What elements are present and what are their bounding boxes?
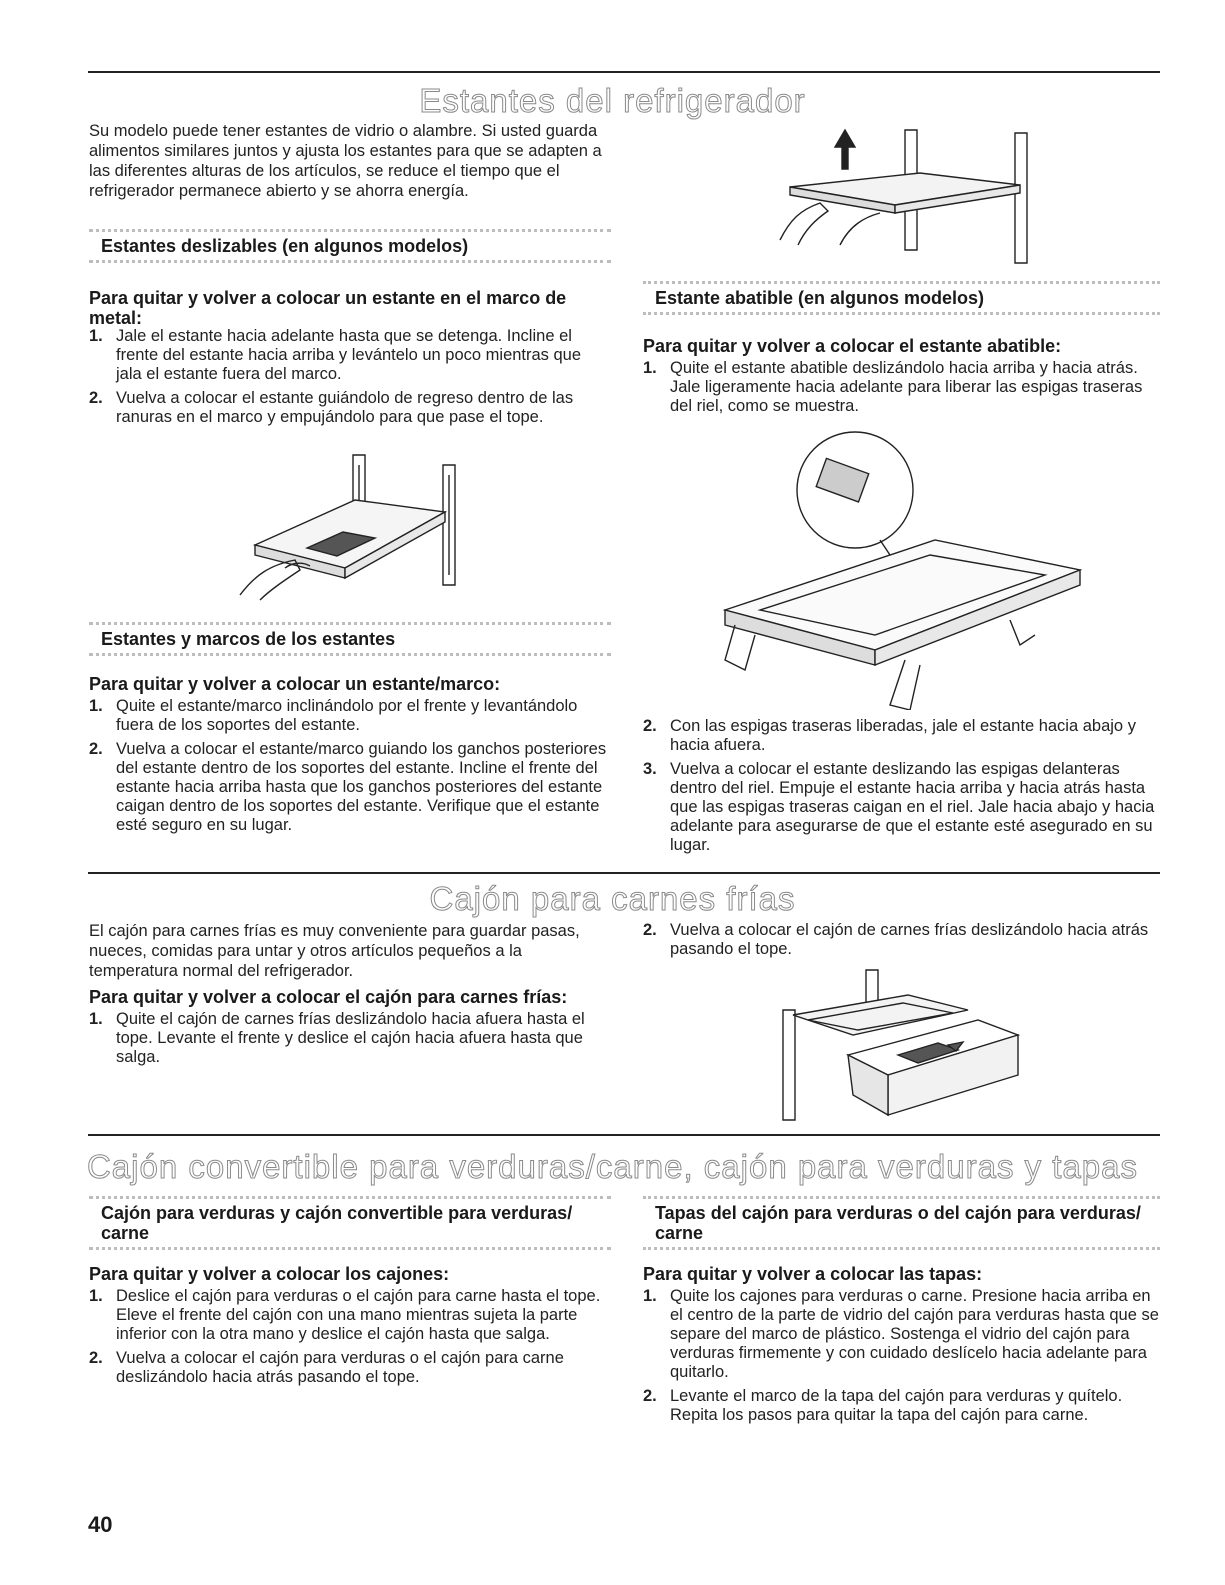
subhead-crisper-drawers: Cajón para verduras y cajón convertible para verduras/ carne bbox=[89, 1196, 611, 1250]
top-rule bbox=[88, 71, 1160, 73]
steps-deli-b bbox=[643, 921, 1160, 964]
list-item: 1. Quite el estante/marco inclinándolo por el frente y levantándolo fuera de los soportes del estante. bbox=[89, 697, 578, 734]
deli-drawer-illustration bbox=[778, 965, 1028, 1130]
subhead-swing-shelf: Estante abatible (en algunos modelos) bbox=[643, 281, 1160, 315]
swing-shelf-illustration bbox=[715, 420, 1100, 710]
list-item: 2. Vuelva a colocar el cajón para verduras o el cajón para carne deslizándolo hacia atrás pasando el tope. bbox=[89, 1349, 564, 1386]
subhead-crisper-covers: Tapas del cajón para verduras o del cajón para verduras/ carne bbox=[643, 1196, 1160, 1250]
procedure-frames: Para quitar y volver a colocar un estante/marco: bbox=[89, 674, 501, 694]
steps-frames bbox=[89, 697, 611, 840]
list-item: 1. Quite el cajón de carnes frías deslizándolo hacia afuera hasta el tope. Levante el frente y deslice el cajón hacia afuera hasta que salga. bbox=[89, 1010, 585, 1066]
subhead-sliding-shelves: Estantes deslizables (en algunos modelos) bbox=[89, 229, 611, 263]
list-item: 1. Quite el estante abatible deslizándolo hacia arriba y hacia atrás. Jale ligeramente hacia adelante para liberar las espigas traseras del riel, como se muestra. bbox=[643, 359, 1143, 415]
shelves-intro: Su modelo puede tener estantes de vidrio o alambre. Si usted guarda alimentos similares juntos y ajusta los estantes para que se adapten a las diferentes alturas de los artículos, se reduce el tiempo que el refrigerador permanece abierto y se ahorra energía. bbox=[89, 122, 602, 200]
steps-sliding bbox=[89, 327, 611, 432]
sliding-shelf-illustration bbox=[225, 440, 480, 610]
steps-swing-b bbox=[643, 717, 1160, 860]
procedure-swing: Para quitar y volver a colocar el estante abatible: bbox=[643, 336, 1062, 356]
list-item: 2. Vuelva a colocar el estante guiándolo de regreso dentro de las ranuras en el marco y empujándolo para que pase el tope. bbox=[89, 389, 574, 426]
section-title-deli: Cajón para carnes frías bbox=[429, 880, 796, 917]
steps-swing-a bbox=[643, 359, 1160, 421]
list-item: 2. Con las espigas traseras liberadas, jale el estante hacia abajo y hacia afuera. bbox=[643, 717, 1136, 754]
steps-deli-a bbox=[89, 1010, 611, 1072]
section-title-crispers: Cajón convertible para verduras/carne, cajón para verduras y tapas bbox=[86, 1148, 1139, 1185]
list-item: 1. Quite los cajones para verduras o carne. Presione hacia arriba en el centro de la parte de vidrio del cajón para verduras hasta que se separe del marco de plástico. Sostenga el vidrio del cajón para verduras firmemente y con cuidado deslícelo hacia adelante para quitarlo. bbox=[643, 1287, 1159, 1381]
list-item: 2. Levante el marco de la tapa del cajón para verduras y quítelo. Repita los pasos para quitar la tapa del cajón para carne. bbox=[643, 1387, 1123, 1424]
deli-intro: El cajón para carnes frías es muy conveniente para guardar pasas, nueces, comidas para untar y otros artículos pequeños a la temperatura normal del refrigerador. bbox=[89, 922, 580, 980]
steps-drawers bbox=[89, 1287, 611, 1392]
list-item: 2. Vuelva a colocar el cajón de carnes frías deslizándolo hacia atrás pasando el tope. bbox=[643, 921, 1149, 958]
procedure-deli: Para quitar y volver a colocar el cajón para carnes frías: bbox=[89, 987, 568, 1007]
steps-covers bbox=[643, 1287, 1160, 1430]
procedure-drawers: Para quitar y volver a colocar los cajones: bbox=[89, 1264, 450, 1284]
section-title-shelves: Estantes del refrigerador bbox=[419, 82, 806, 119]
rule-deli bbox=[88, 872, 1160, 874]
list-item: 1. Jale el estante hacia adelante hasta que se detenga. Incline el frente del estante hacia arriba y levántelo un poco mientras que jala el estante fuera del marco. bbox=[89, 327, 582, 383]
list-item: 3. Vuelva a colocar el estante deslizando las espigas delanteras dentro del riel. Empuje el estante hacia arriba y hacia atrás hasta que las espigas traseras caigan en el riel. Jale hacia abajo y hacia adelante para asegurarse de que el estante esté asegurado en su lugar. bbox=[643, 760, 1155, 854]
page-number: 40 bbox=[88, 1512, 113, 1537]
rule-crispers bbox=[88, 1134, 1160, 1136]
list-item: 1. Deslice el cajón para verduras o el cajón para carne hasta el tope. Eleve el frente del cajón con una mano mientras sujeta la parte inferior con la otra mano y deslice el cajón hasta que salga. bbox=[89, 1287, 601, 1343]
list-item: 2. Vuelva a colocar el estante/marco guiando los ganchos posteriores del estante dentro de los soportes del estante. Incline el frente del estante hacia arriba hasta que los ganchos posteriores del estante caigan dentro de los soportes del estante. Verifique que el estante esté seguro en su lugar. bbox=[89, 740, 607, 834]
procedure-covers: Para quitar y volver a colocar las tapas: bbox=[643, 1264, 983, 1284]
procedure-sliding: Para quitar y volver a colocar un estante en el marco de metal: bbox=[89, 288, 567, 328]
subhead-shelves-frames: Estantes y marcos de los estantes bbox=[89, 622, 611, 656]
lift-shelf-illustration bbox=[770, 125, 1040, 265]
